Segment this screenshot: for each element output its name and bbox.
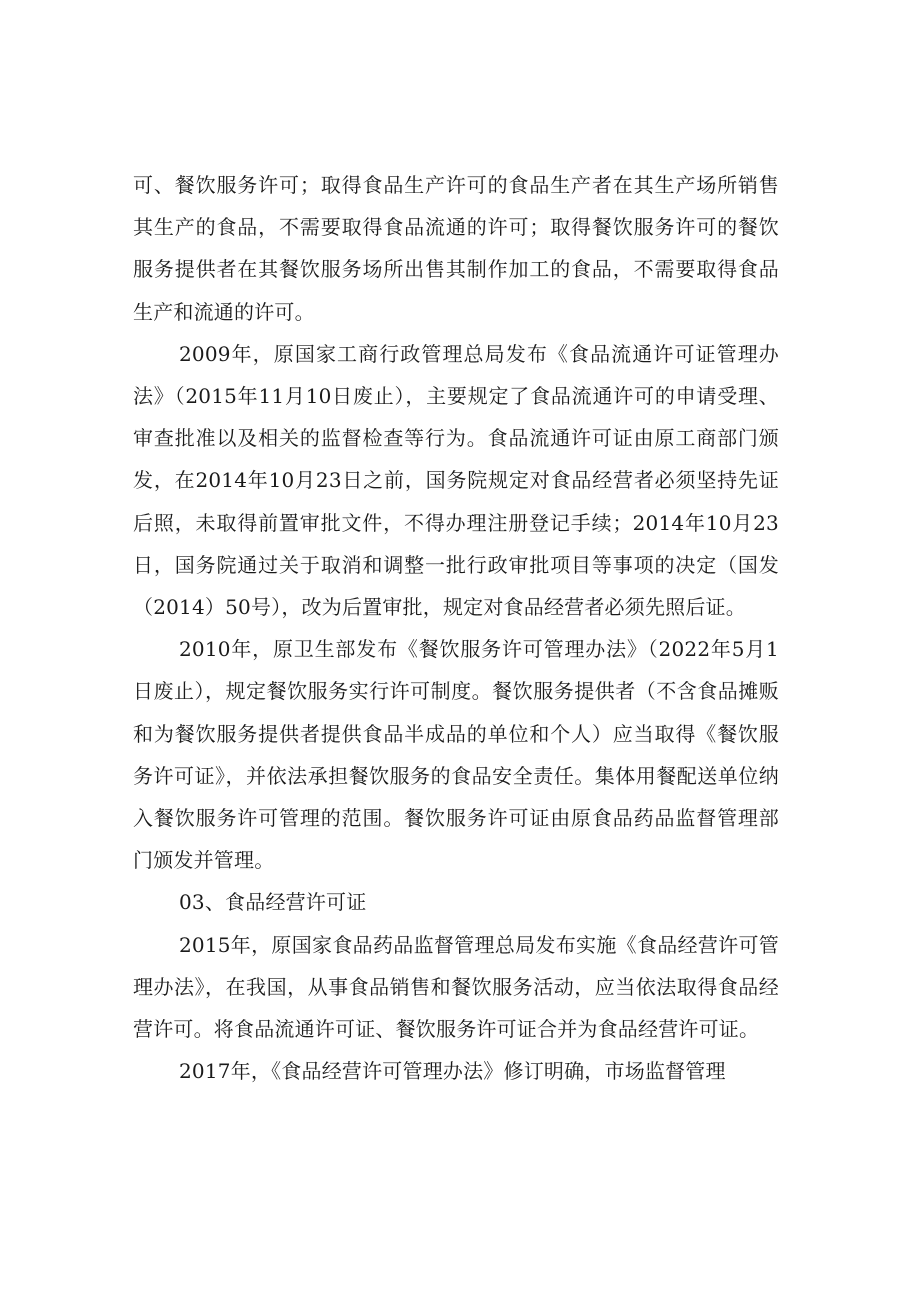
paragraph-2010-catering-service: 2010年，原卫生部发布《餐饮服务许可管理办法》（2022年5月1日废止），规定餐饮服务实行许可制度。餐饮服务提供者（不含食品摊贩和为餐饮服务提供者提供食品半成品的单位和个人）应当取得《餐饮服务许可证》，并依法承担餐饮服务的食品安全责任。集体用餐配送单位纳入餐饮服务许可管理的范围。餐饮服务许可证由原食品药品监督管理部门颁发并管理。 <box>133 637 779 873</box>
paragraph-continuation: 可、餐饮服务许可；取得食品生产许可的食品生产者在其生产场所销售其生产的食品，不需要取得食品流通的许可；取得餐饮服务许可的餐饮服务提供者在其餐饮服务场所出售其制作加工的食品，不需要取得食品生产和流通的许可。 <box>133 173 779 324</box>
section-heading-03: 03、食品经营许可证 <box>179 890 367 915</box>
paragraph-2015-food-business: 2015年，原国家食品药品监督管理总局发布实施《食品经营许可管理办法》，在我国，从事食品销售和餐饮服务活动，应当依法取得食品经营许可。将食品流通许可证、餐饮服务许可证合并为食品经营许可证。 <box>133 932 779 1042</box>
paragraph-2017-revision: 2017年，《食品经营许可管理办法》修订明确，市场监督管理 <box>179 1059 726 1084</box>
paragraph-2009-food-circulation: 2009年，原国家工商行政管理总局发布《食品流通许可证管理办法》（2015年11月10日废止），主要规定了食品流通许可的申请受理、审查批准以及相关的监督检查等行为。食品流通许可证由原工商部门颁发，在2014年10月23日之前，国务院规定对食品经营者必须坚持先证后照，未取得前置审批文件，不得办理注册登记手续；2014年10月23日，国务院通过关于取消和调整一批行政审批项目等事项的决定（国发（2014）50号），改为后置审批，规定对食品经营者必须先照后证。 <box>133 341 779 620</box>
document-body <box>133 164 779 1092</box>
